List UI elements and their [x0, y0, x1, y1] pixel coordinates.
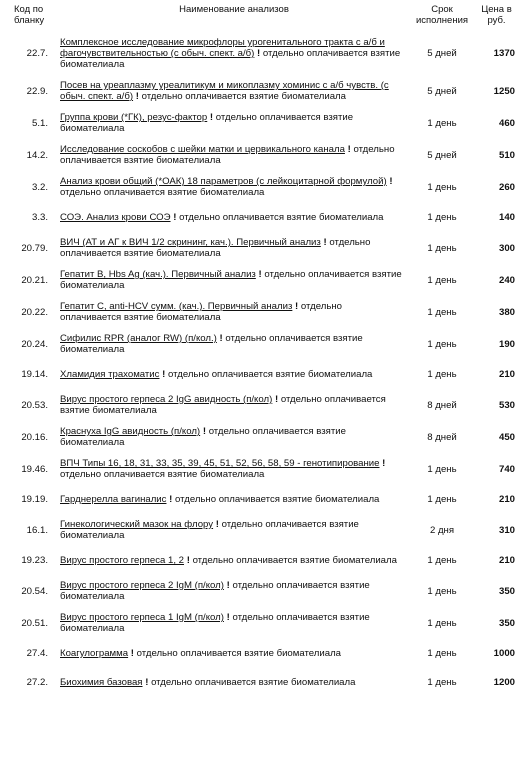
row-code: 3.2. — [31, 181, 48, 193]
row-price: 210 — [498, 555, 515, 566]
row-term: 1 день — [427, 555, 457, 566]
row-note: отдельно оплачивается взятие биомателиала — [60, 144, 395, 166]
row-price: 350 — [498, 585, 515, 597]
row-price: 240 — [498, 274, 515, 286]
row-code: 20.54. — [21, 585, 48, 597]
table-row — [14, 453, 519, 485]
row-term: 1 день — [427, 274, 457, 286]
analysis-link[interactable]: Биохимия базовая — [60, 677, 143, 688]
row-name — [58, 607, 410, 639]
row-code: 22.9. — [26, 85, 48, 97]
table-body — [14, 32, 519, 697]
row-note: отдельно оплачивается взятие биомателиала — [60, 112, 354, 134]
row-name — [58, 232, 410, 264]
row-code: 16.1. — [26, 524, 48, 536]
row-name — [58, 485, 410, 514]
header-price: Цена в руб. — [481, 4, 512, 26]
row-code: 14.2. — [26, 149, 48, 161]
row-price: 210 — [498, 494, 515, 505]
important-mark: ! — [219, 333, 223, 344]
row-price: 310 — [498, 524, 515, 536]
analysis-link[interactable]: Группа крови (*ГК), резус-фактор — [60, 112, 208, 123]
analysis-link[interactable]: Вирус простого герпеса 2 IgM (п/кол) — [60, 580, 224, 591]
table-row — [14, 328, 519, 360]
row-name — [58, 264, 410, 296]
row-note: отдельно оплачивается взятие биомателиала — [60, 333, 363, 355]
important-mark: ! — [258, 269, 262, 280]
table-row — [14, 421, 519, 453]
row-term: 1 день — [427, 585, 457, 597]
row-name — [58, 546, 410, 575]
analysis-link[interactable]: Анализ крови общий (*ОАК) 18 параметров (с лейкоцитарной формулой) — [60, 176, 387, 187]
row-code: 19.14. — [21, 369, 48, 380]
table-row — [14, 639, 519, 668]
important-mark: ! — [209, 112, 214, 123]
analysis-link[interactable]: Посев на уреаплазму уреалитикум и микоплазму хоминис с а/б чувств. (с обыч. спект. а/б) — [60, 80, 389, 102]
header-code: Код по бланку — [14, 4, 45, 26]
important-mark: ! — [169, 494, 173, 505]
table-row — [14, 485, 519, 514]
analysis-link[interactable]: Вирус простого герпеса 2 IgG авидность (п/кол) — [60, 394, 273, 405]
row-price: 1000 — [493, 648, 515, 659]
row-price: 1250 — [493, 85, 515, 97]
row-term: 1 день — [427, 242, 457, 254]
header-term: Срок исполнения — [415, 4, 469, 26]
row-term: 1 день — [427, 648, 457, 659]
analysis-link[interactable]: Хламидия трахоматис — [60, 369, 160, 380]
row-note: отдельно оплачивается взятие биомателиала — [175, 494, 380, 505]
row-name — [58, 514, 410, 546]
analysis-link[interactable]: Гепатит В, Hbs Ag (кач.). Первичный анализ — [60, 269, 256, 280]
table-row — [14, 389, 519, 421]
row-name — [58, 575, 410, 607]
row-note: отдельно оплачивается взятие биомателиала — [60, 301, 342, 323]
row-note: отдельно оплачивается взятие биомателиала — [60, 48, 401, 70]
important-mark: ! — [389, 176, 393, 187]
analysis-link[interactable]: ВПЧ Типы 16, 18, 31, 33, 35, 39, 45, 51, 52, 56, 58, 59 - генотипирование — [60, 458, 380, 469]
important-mark: ! — [202, 426, 207, 437]
row-price: 460 — [498, 117, 515, 129]
row-code: 19.23. — [21, 555, 48, 566]
important-mark: ! — [186, 555, 190, 566]
important-mark: ! — [173, 212, 177, 223]
table-row — [14, 203, 519, 232]
row-term: 5 дней — [427, 149, 457, 161]
row-price: 190 — [498, 338, 515, 350]
important-mark: ! — [215, 519, 219, 530]
row-term: 1 день — [427, 677, 457, 688]
row-term: 1 день — [427, 494, 457, 505]
important-mark: ! — [130, 648, 134, 659]
row-code: 3.3. — [31, 212, 48, 223]
table-row — [14, 75, 519, 107]
header-name: Наименование анализов — [179, 4, 289, 15]
table-row — [14, 514, 519, 546]
row-price: 1370 — [493, 48, 515, 59]
analyses-table — [14, 0, 519, 697]
important-mark: ! — [295, 301, 299, 312]
row-name — [58, 639, 410, 668]
row-note: отдельно оплачивается взятие биомателиала — [141, 91, 346, 102]
analysis-link[interactable]: Гинекологический мазок на флору — [60, 519, 214, 530]
row-term: 1 день — [427, 117, 457, 129]
row-price: 380 — [498, 306, 515, 318]
row-note: отдельно оплачивается взятие биомателиала — [60, 394, 386, 416]
row-price: 350 — [498, 617, 515, 629]
row-note: отдельно оплачивается взятие биомателиала — [60, 519, 359, 541]
row-code: 27.2. — [26, 677, 48, 688]
table-row — [14, 232, 519, 264]
row-name — [58, 75, 410, 107]
row-term: 1 день — [427, 617, 457, 629]
row-term: 1 день — [427, 181, 457, 193]
table-row — [14, 32, 519, 75]
table-row — [14, 139, 519, 171]
row-name — [58, 203, 410, 232]
row-term: 1 день — [427, 212, 457, 223]
row-note: отдельно оплачивается взятие биомателиала — [60, 469, 265, 480]
row-term: 8 дней — [427, 399, 457, 411]
analysis-link[interactable]: Гепатит С, anti-HCV сумм. (кач.). Первичный анализ — [60, 301, 293, 312]
row-price: 510 — [498, 149, 515, 161]
row-name — [58, 139, 410, 171]
row-code: 20.21. — [21, 274, 48, 286]
row-note: отдельно оплачивается взятие биомателиала — [168, 369, 373, 380]
row-note: отдельно оплачивается взятие биомателиала — [60, 187, 265, 198]
row-code: 5.1. — [31, 117, 48, 129]
row-note: отдельно оплачивается взятие биомателиала — [60, 237, 371, 259]
table-row — [14, 296, 519, 328]
row-price: 300 — [498, 242, 515, 254]
row-price: 1200 — [493, 677, 515, 688]
important-mark: ! — [145, 677, 149, 688]
row-price: 140 — [498, 212, 515, 223]
row-term: 1 день — [427, 463, 457, 475]
important-mark: ! — [323, 237, 327, 248]
row-note: отдельно оплачивается взятие биомателиала — [60, 269, 402, 291]
row-code: 19.19. — [21, 494, 48, 505]
row-name — [58, 360, 410, 389]
analysis-link[interactable]: Исследование соскобов с шейки матки и цервикального канала — [60, 144, 345, 155]
analysis-link[interactable]: Вирус простого герпеса 1 IgM (п/кол) — [60, 612, 224, 623]
important-mark: ! — [257, 48, 261, 59]
row-code: 20.22. — [21, 306, 48, 318]
analysis-link[interactable]: СОЭ. Анализ крови СОЭ — [60, 212, 171, 223]
row-term: 8 дней — [427, 431, 457, 443]
row-price: 450 — [498, 431, 515, 443]
row-name — [58, 107, 410, 139]
row-price: 530 — [498, 399, 515, 411]
important-mark: ! — [226, 580, 230, 591]
important-mark: ! — [226, 612, 230, 623]
row-code: 20.51. — [21, 617, 48, 629]
row-code: 27.4. — [26, 648, 48, 659]
row-term: 2 дня — [429, 524, 455, 536]
table-row — [14, 546, 519, 575]
analysis-link[interactable]: Сифилис RPR (аналог RW) (п/кол.) — [60, 333, 217, 344]
row-note: отдельно оплачивается взятие биомателиала — [151, 677, 356, 688]
row-note: отдельно оплачивается взятие биомателиала — [60, 612, 370, 634]
analysis-link[interactable]: Гарднерелла вагиналис — [60, 494, 167, 505]
table-row — [14, 171, 519, 203]
analysis-link[interactable]: Краснуха IgG авидность (п/кол) — [60, 426, 201, 437]
row-price: 210 — [498, 369, 515, 380]
row-term: 5 дней — [427, 48, 457, 59]
row-code: 20.16. — [21, 431, 48, 443]
important-mark: ! — [135, 91, 139, 102]
row-name — [58, 32, 410, 75]
row-note: отдельно оплачивается взятие биомателиала — [136, 648, 342, 659]
row-term: 1 день — [427, 338, 457, 350]
analysis-link[interactable]: Вирус простого герпеса 1, 2 — [60, 555, 185, 566]
row-name — [58, 453, 410, 485]
row-term: 1 день — [427, 369, 457, 380]
row-note: отдельно оплачивается взятие биомателиала — [192, 555, 397, 566]
table-row — [14, 107, 519, 139]
table-row — [14, 360, 519, 389]
row-code: 22.7. — [26, 48, 48, 59]
table-row — [14, 607, 519, 639]
row-name — [58, 421, 410, 453]
row-code: 20.79. — [21, 242, 48, 254]
row-name — [58, 668, 410, 697]
row-name — [58, 389, 410, 421]
row-note: отдельно оплачивается взятие биомателиала — [60, 426, 346, 448]
important-mark: ! — [382, 458, 386, 469]
row-term: 1 день — [427, 306, 457, 318]
row-note: отдельно оплачивается взятие биомателиала — [179, 212, 384, 223]
table-row — [14, 668, 519, 697]
row-name — [58, 328, 410, 360]
row-code: 20.24. — [21, 338, 48, 350]
row-price: 740 — [498, 463, 515, 475]
table-row — [14, 575, 519, 607]
row-code: 19.46. — [21, 463, 48, 475]
important-mark: ! — [347, 144, 351, 155]
row-code: 20.53. — [21, 399, 48, 411]
important-mark: ! — [274, 394, 279, 405]
table-row — [14, 264, 519, 296]
analysis-link[interactable]: Комплексное исследование микрофлоры урогенитального тракта с а/б и фагочувствительностью (с обыч. спект. а/б) — [60, 37, 385, 59]
analysis-link[interactable]: Коагулограмма — [60, 648, 129, 659]
row-name — [58, 171, 410, 203]
row-name — [58, 296, 410, 328]
important-mark: ! — [162, 369, 166, 380]
row-term: 5 дней — [427, 85, 457, 97]
row-price: 260 — [498, 181, 515, 193]
table-header — [14, 0, 519, 32]
row-note: отдельно оплачивается взятие биомателиала — [60, 580, 370, 602]
analysis-link[interactable]: ВИЧ (АТ и АГ к ВИЧ 1/2 скрининг, кач.). Первичный анализ — [60, 237, 321, 248]
